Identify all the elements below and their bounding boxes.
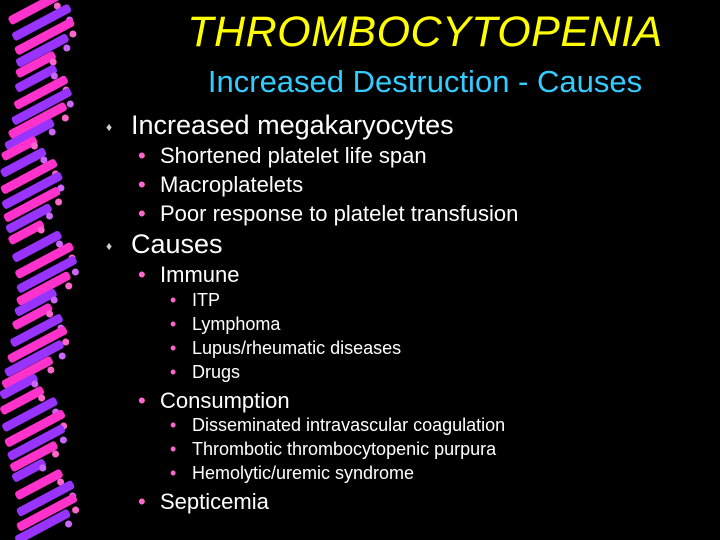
spiral-ring [51, 297, 58, 304]
spiral-ring [52, 451, 59, 458]
wingding-bullet-icon: ♦ [106, 120, 113, 134]
list-item: • Lymphoma [170, 314, 281, 334]
bullet-label: Causes [131, 229, 223, 259]
spiral-ring [63, 45, 70, 52]
spiral-ring [31, 381, 38, 388]
list-item: • Drugs [170, 362, 241, 382]
list-item: • Macroplatelets [138, 172, 304, 197]
bullet-dot-icon: • [138, 143, 146, 168]
spiral-ring [62, 339, 69, 346]
bullet-dot-icon: • [138, 489, 146, 514]
bullet-dot-icon: • [170, 314, 177, 334]
list-item: • Thrombotic thrombocytopenic purpura [170, 439, 497, 459]
spiral-ring [47, 367, 54, 374]
list-item: • Poor response to platelet transfusion [138, 201, 519, 226]
spiral-ring [72, 507, 79, 514]
bullet-dot-icon: • [138, 201, 146, 226]
spiral-ring [46, 213, 53, 220]
spiral-ring [60, 437, 67, 444]
slide-title: THROMBOCYTOPENIA [187, 8, 663, 56]
spiral-ring [55, 199, 62, 206]
spiral-ring [51, 73, 58, 80]
list-item-immune: • Immune [138, 262, 240, 287]
spiral-ring [59, 353, 66, 360]
bullet-dot-icon: • [170, 439, 177, 459]
list-item: • Lupus/rheumatic diseases [170, 338, 402, 358]
spiral-ring [46, 311, 53, 318]
bullet-dot-icon: • [170, 463, 177, 483]
list-item-consumption: • Consumption [138, 388, 290, 413]
bullet-dot-icon: • [170, 362, 177, 382]
spiral-ring [65, 521, 72, 528]
spiral-ring [31, 143, 38, 150]
spiral-ring [39, 465, 46, 472]
spiral-ring [49, 129, 56, 136]
list-item: • ITP [170, 290, 221, 310]
list-item: • Shortened platelet life span [138, 143, 427, 168]
spiral-ring [38, 227, 45, 234]
bullet-dot-icon: • [170, 415, 177, 435]
wingding-bullet-icon: ♦ [106, 239, 113, 253]
list-item: • Disseminated intravascular coagulation [170, 415, 506, 435]
bullet-dot-icon: • [138, 388, 146, 413]
spiral-ring [67, 101, 74, 108]
bullet-dot-icon: • [170, 290, 177, 310]
spiral-ring [69, 31, 76, 38]
spiral-ring [50, 59, 57, 66]
spiral-ring [65, 283, 72, 290]
spiral-ring [72, 269, 79, 276]
spiral-ring [62, 115, 69, 122]
bullet-dot-icon: • [170, 338, 177, 358]
list-item: • Hemolytic/uremic syndrome [170, 463, 415, 483]
spiral-decoration [0, 0, 130, 540]
bullet-label: Increased megakaryocytes [131, 110, 454, 140]
bullet-dot-icon: • [138, 262, 146, 287]
bullet-dot-icon: • [138, 172, 146, 197]
slide-subtitle: Increased Destruction - Causes [207, 64, 643, 99]
spiral-ring [38, 395, 45, 402]
list-item-septicemia: • Septicemia [138, 489, 269, 514]
